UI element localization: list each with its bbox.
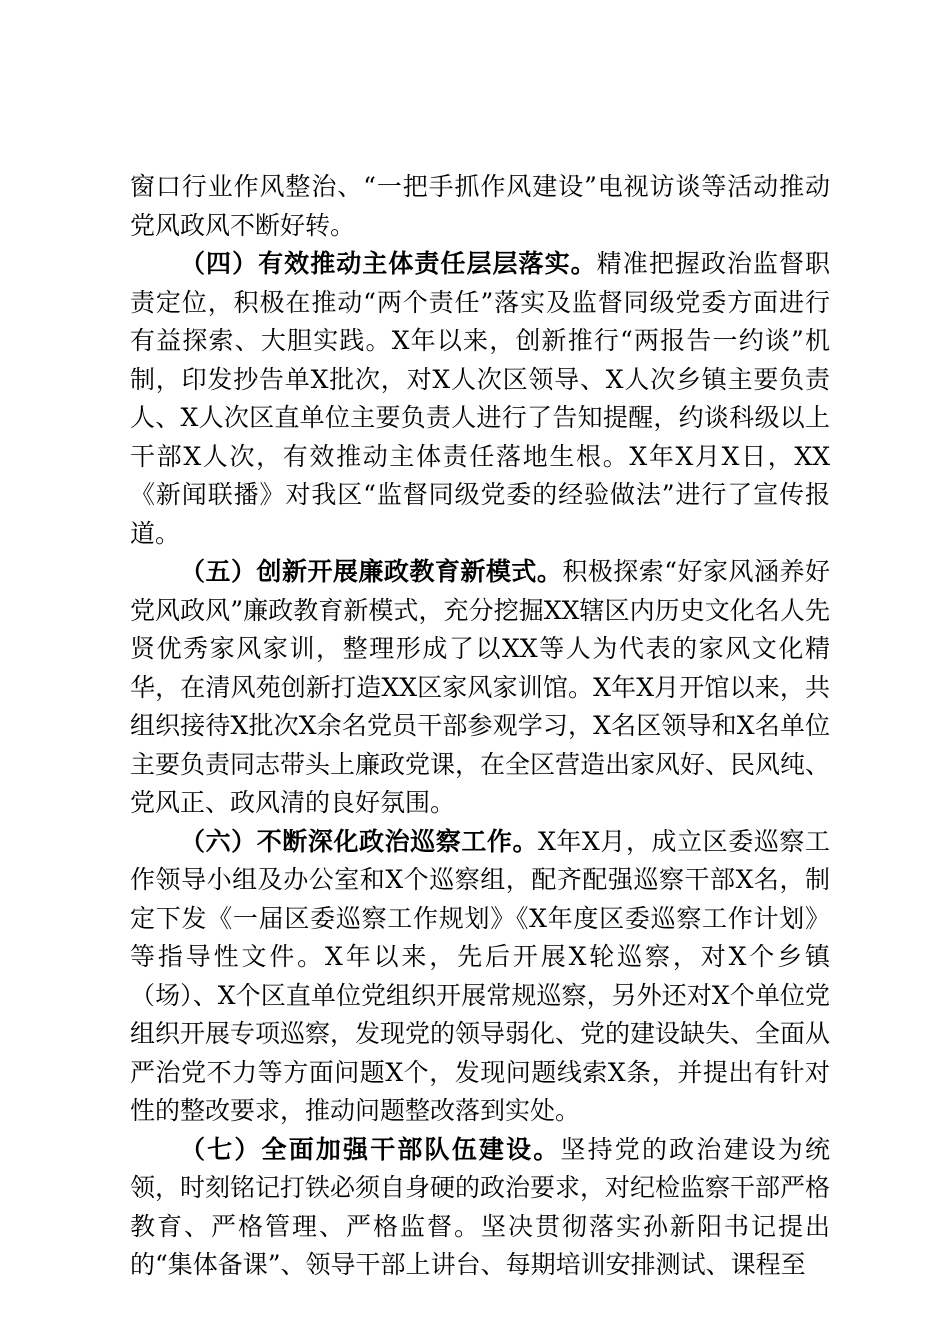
- paragraph-text: X年X月，成立区委巡察工作领导小组及办公室和X个巡察组，配齐配强巡察干部X名，制定下发《一届区委巡察工作规划》《X年度区委巡察工作计划》等指导性文件。X年以来，先后开展X轮巡察，对X个乡镇（场）、X个区直单位党组织开展常规巡察，另外还对X个单位党组织开展专项巡察，发现党的领导弱化、党的建设缺失、全面从严治党不力等方面问题X个，发现问题线索X条，并提出有针对性的整改要求，推动问题整改落到实处。: [130, 826, 831, 1125]
- paragraph-text: 精准把握政治监督职责定位，积极在推动“两个责任”落实及监督同级党委方面进行有益探索、大胆实践。X年以来，创新推行“两报告一约谈”机制，印发抄告单X批次，对X人次区领导、X人次乡镇主要负责人、X人次区直单位主要负责人进行了告知提醒，约谈科级以上干部X人次，有效推动主体责任落地生根。X年X月X日，XX《新闻联播》对我区“监督同级党委的经验做法”进行了宣传报道。: [130, 249, 830, 548]
- document-body: [130, 168, 830, 1285]
- section-heading: （四）有效推动主体责任层层落实。: [180, 249, 597, 278]
- paragraph-section-6: [130, 823, 830, 1131]
- section-heading: （六）不断深化政治巡察工作。: [180, 826, 539, 856]
- paragraph-text: 坚持党的政治建设为统领，时刻铭记打铁必须自身硬的政治要求，对纪检监察干部严格教育、严格管理、严格监督。坚决贯彻落实孙新阳书记提出的“集体备课”、领导干部上讲台、每期培训安排测试、课程至: [130, 1134, 831, 1279]
- section-heading: （五）创新开展廉政教育新模式。: [180, 557, 563, 586]
- paragraph-section-7: [130, 1131, 830, 1285]
- paragraph-text: 窗口行业作风整治、“一把手抓作风建设”电视访谈等活动推动党风政风不断好转。: [130, 172, 830, 240]
- section-heading: （七）全面加强干部队伍建设。: [180, 1134, 561, 1164]
- paragraph-section-4: [130, 245, 830, 553]
- paragraph-text: 积极探索“好家风涵养好党风政风”廉政教育新模式，充分挖掘XX辖区内历史文化名人先贤优秀家风家训，整理形成了以XX等人为代表的家风文化精华，在清风苑创新打造XX区家风家训馆。X年X月开馆以来，共组织接待X批次X余名党员干部参观学习，X名区领导和X名单位主要负责同志带头上廉政党课，在全区营造出家风好、民风纯、党风正、政风清的良好氛围。: [130, 557, 831, 817]
- paragraph-continuation: [130, 168, 830, 245]
- paragraph-section-5: [130, 553, 830, 823]
